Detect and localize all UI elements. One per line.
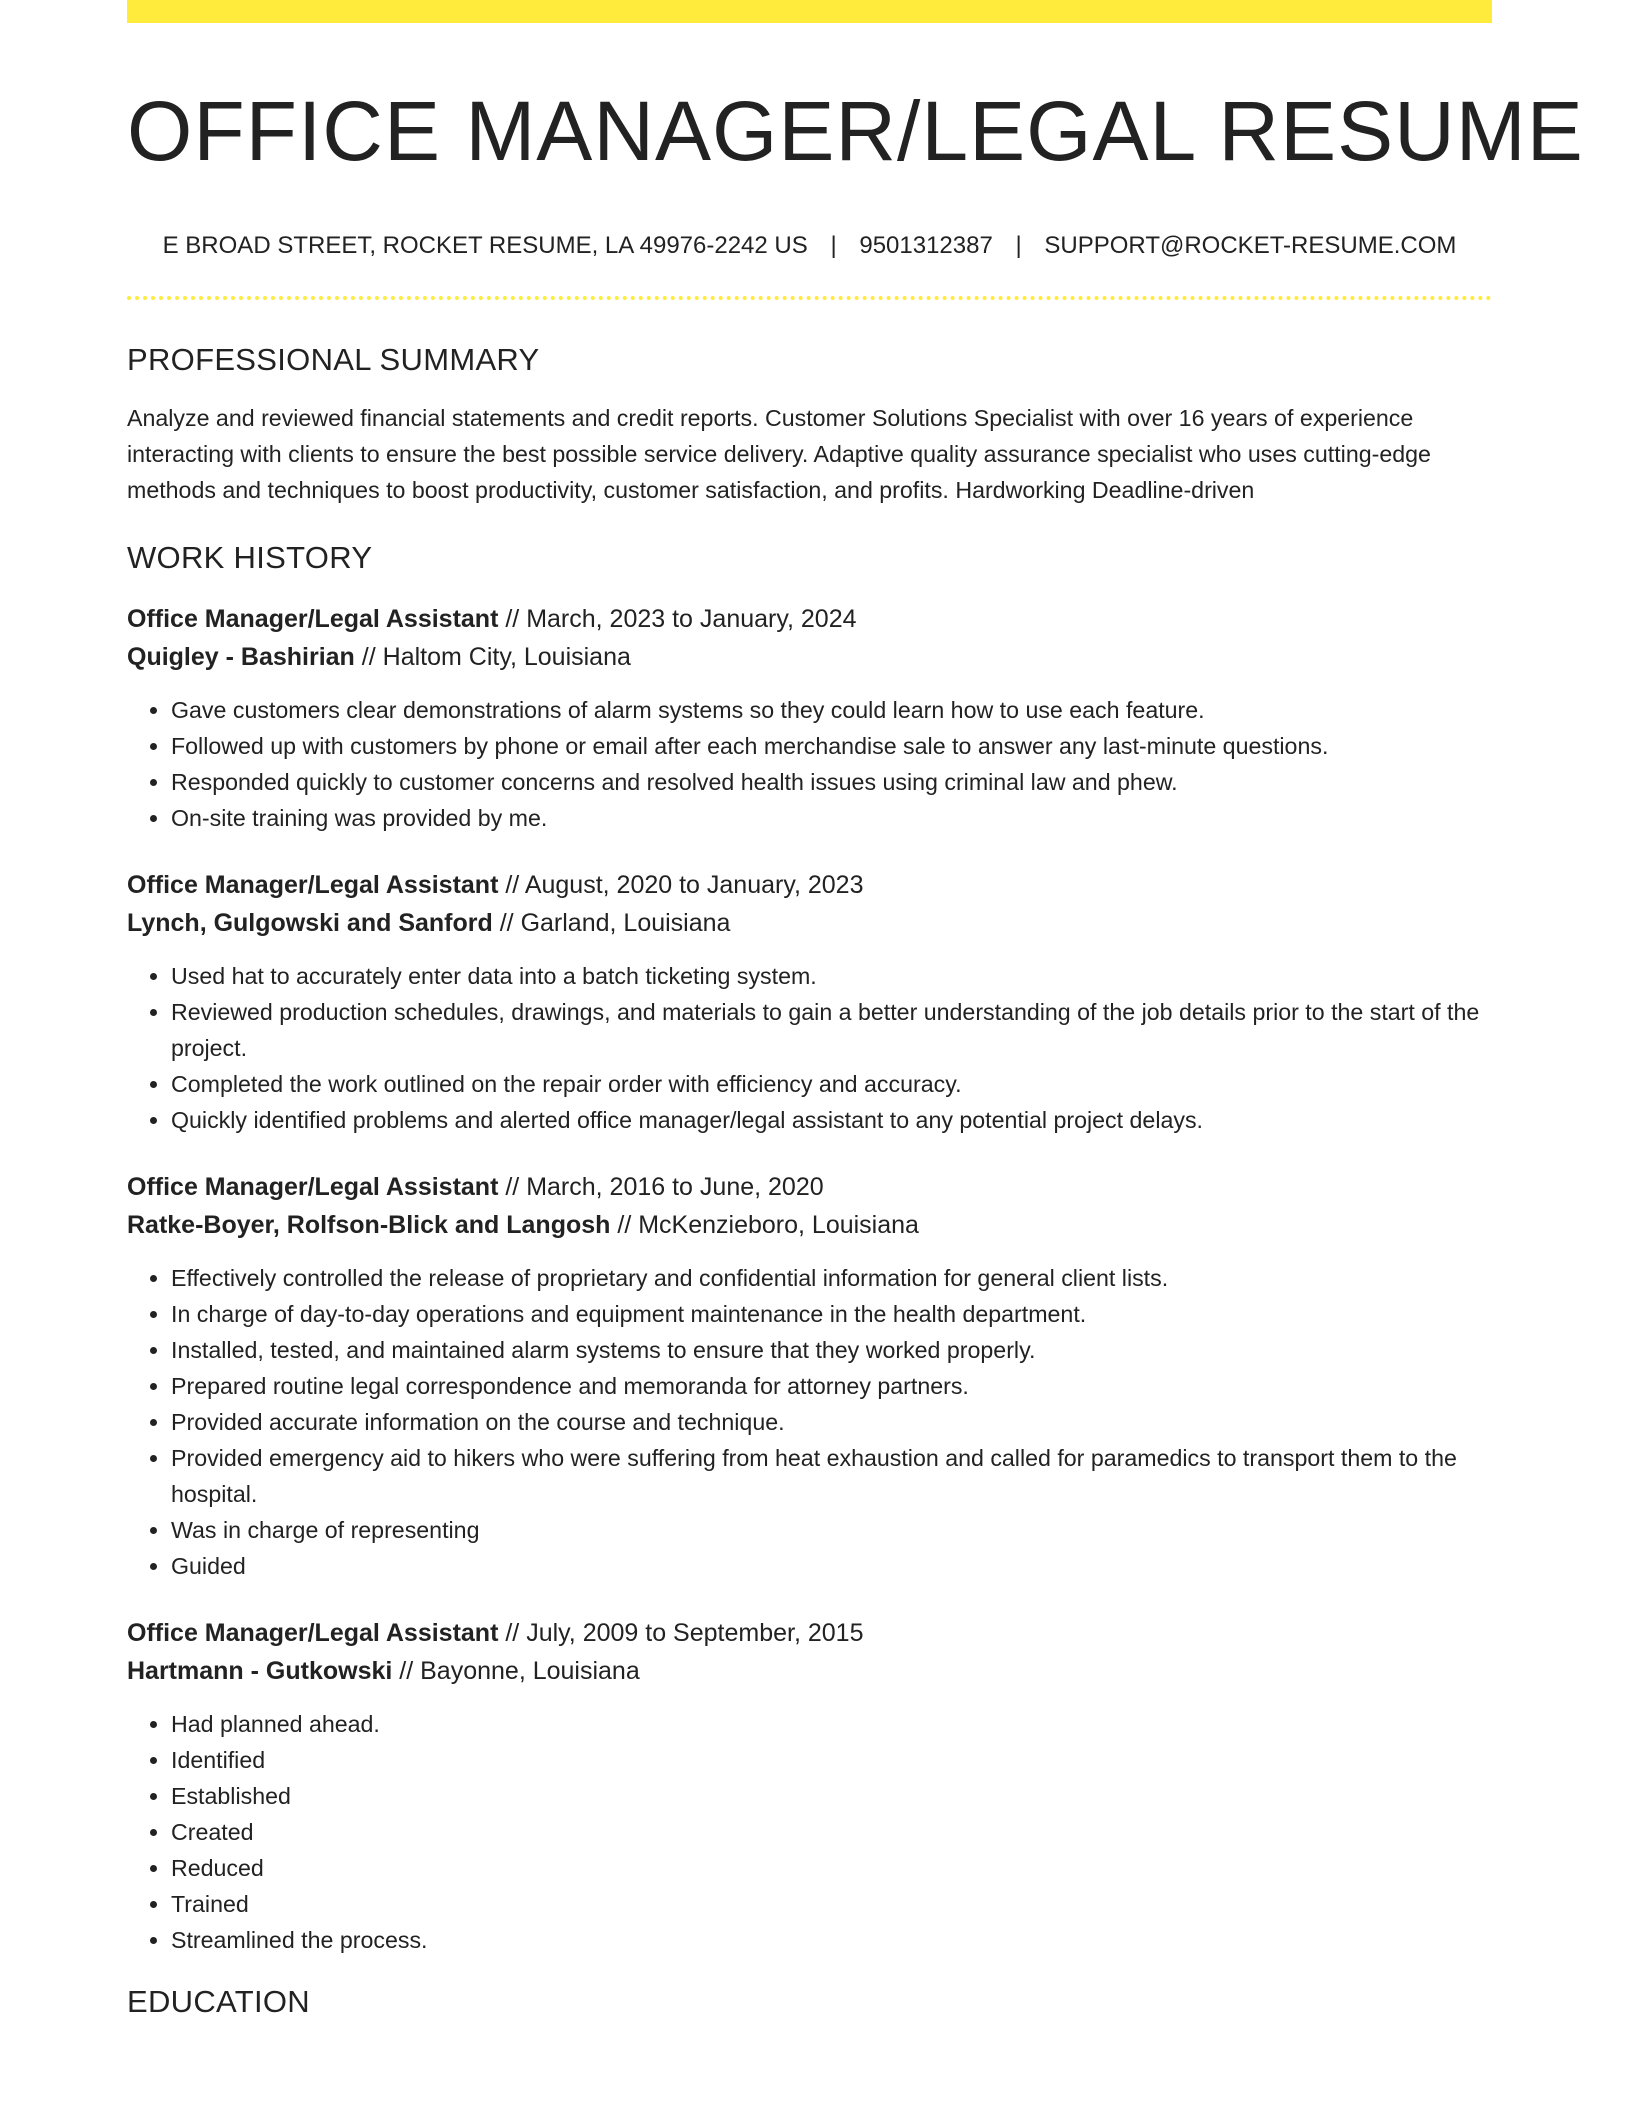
job-company-line: [127, 1652, 1492, 1690]
job-title-line: [127, 600, 1492, 638]
job-bullet: • Prepared routine legal correspondence and memoranda for attorney partners.: [171, 1368, 1491, 1404]
job-bullet: • Created: [171, 1814, 1491, 1850]
job-bullet: • Reviewed production schedules, drawings, and materials to gain a better understanding of the job details prior to the start of the project.: [171, 994, 1491, 1066]
education-heading: EDUCATION: [127, 1984, 310, 2020]
job-divider: //: [392, 1657, 421, 1686]
job-bullet-list: [127, 958, 1491, 1138]
dotted-divider: [127, 296, 1492, 300]
summary-text: Analyze and reviewed financial statements and credit reports. Customer Solutions Specialist with over 16 years of experience interacting with clients to ensure the best possible service delivery. Adaptive quality assurance specialist who uses cutting-edge methods and techniques to boost productivity, customer satisfaction, and profits. Hardworking Deadline-driven: [127, 405, 1431, 504]
job-bullet: • Followed up with customers by phone or email after each merchandise sale to answer any last-minute questions.: [171, 728, 1491, 764]
job-divider: //: [492, 909, 521, 938]
job-entry: [127, 600, 1492, 836]
job-bullet: • Completed the work outlined on the repair order with efficiency and accuracy.: [171, 1066, 1491, 1102]
job-dates: July, 2009 to September, 2015: [526, 1619, 864, 1648]
job-title-line: [127, 1614, 1492, 1652]
job-bullet: • Identified: [171, 1742, 1491, 1778]
job-bullet: • Installed, tested, and maintained alarm systems to ensure that they worked properly.: [171, 1332, 1491, 1368]
job-divider: //: [354, 643, 383, 672]
job-divider: //: [498, 1173, 527, 1202]
job-dates: March, 2016 to June, 2020: [526, 1173, 824, 1202]
job-dates: March, 2023 to January, 2024: [526, 605, 857, 634]
job-bullet: • On-site training was provided by me.: [171, 800, 1491, 836]
resume-title: OFFICE MANAGER/LEGAL RESUME: [127, 84, 1584, 178]
job-location: McKenzieboro, Louisiana: [638, 1211, 919, 1240]
job-bullet: • Effectively controlled the release of proprietary and confidential information for general client lists.: [171, 1260, 1491, 1296]
job-company: Hartmann - Gutkowski: [127, 1657, 393, 1686]
job-bullet: • Trained: [171, 1886, 1491, 1922]
job-entry: [127, 866, 1492, 1138]
job-dates: August, 2020 to January, 2023: [524, 871, 864, 900]
job-entry: [127, 1614, 1492, 1958]
contact-line: [127, 232, 1492, 260]
job-title-line: [127, 866, 1492, 904]
contact-address: E BROAD STREET, ROCKET RESUME, LA 49976-2242 US: [162, 232, 808, 260]
job-company: Lynch, Gulgowski and Sanford: [127, 909, 493, 938]
job-location: Bayonne, Louisiana: [420, 1657, 640, 1686]
job-title: Office Manager/Legal Assistant: [127, 1619, 499, 1648]
work-history-heading: WORK HISTORY: [127, 540, 373, 576]
job-bullet: • Established: [171, 1778, 1491, 1814]
job-bullet: • Reduced: [171, 1850, 1491, 1886]
job-company: Ratke-Boyer, Rolfson-Blick and Langosh: [127, 1211, 611, 1240]
job-bullet-list: [127, 1706, 1491, 1958]
job-company: Quigley - Bashirian: [127, 643, 355, 672]
job-company-line: [127, 638, 1492, 676]
job-bullet: • Quickly identified problems and alerted office manager/legal assistant to any potential project delays.: [171, 1102, 1491, 1138]
job-bullet: • Gave customers clear demonstrations of alarm systems so they could learn how to use each feature.: [171, 692, 1491, 728]
job-bullet: • Responded quickly to customer concerns and resolved health issues using criminal law and phew.: [171, 764, 1491, 800]
job-company-line: [127, 1206, 1492, 1244]
summary-heading: PROFESSIONAL SUMMARY: [127, 342, 540, 378]
job-divider: //: [498, 871, 525, 900]
job-title: Office Manager/Legal Assistant: [127, 605, 499, 634]
job-bullet-list: [127, 1260, 1491, 1584]
job-divider: //: [498, 1619, 527, 1648]
job-location: Garland, Louisiana: [520, 909, 731, 938]
job-divider: //: [498, 605, 527, 634]
contact-separator: |: [1015, 232, 1022, 260]
contact-email: SUPPORT@ROCKET-RESUME.COM: [1044, 232, 1457, 260]
job-divider: //: [610, 1211, 639, 1240]
contact-phone: 9501312387: [859, 232, 993, 260]
job-title: Office Manager/Legal Assistant: [127, 1173, 499, 1202]
job-bullet: • Provided emergency aid to hikers who were suffering from heat exhaustion and called for paramedics to transport them to the hospital.: [171, 1440, 1491, 1512]
job-bullet: • Used hat to accurately enter data into a batch ticketing system.: [171, 958, 1491, 994]
resume-page: [127, 0, 1584, 2020]
job-bullet: • Guided: [171, 1548, 1491, 1584]
job-bullet: • Was in charge of representing: [171, 1512, 1491, 1548]
contact-separator: |: [830, 232, 837, 260]
job-bullet-list: [127, 692, 1491, 836]
job-company-line: [127, 904, 1492, 942]
job-location: Haltom City, Louisiana: [382, 643, 631, 672]
job-bullet: • Had planned ahead.: [171, 1706, 1491, 1742]
accent-top-bar: [127, 0, 1492, 23]
job-title-line: [127, 1168, 1492, 1206]
job-title: Office Manager/Legal Assistant: [127, 871, 499, 900]
job-bullet: • In charge of day-to-day operations and equipment maintenance in the health department.: [171, 1296, 1491, 1332]
job-bullet: • Streamlined the process.: [171, 1922, 1491, 1958]
job-entry: [127, 1168, 1492, 1584]
job-bullet: • Provided accurate information on the course and technique.: [171, 1404, 1491, 1440]
work-history-list: [127, 600, 1492, 1958]
